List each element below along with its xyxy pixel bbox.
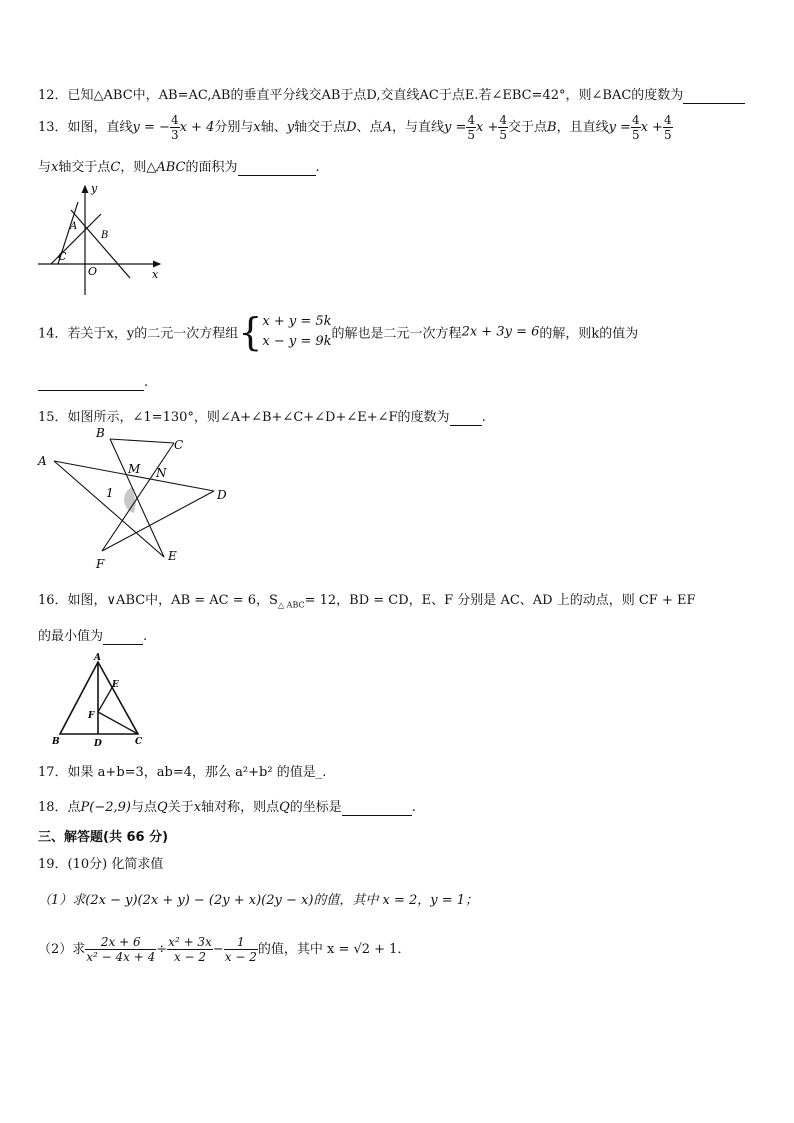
q18-var: x: [193, 800, 202, 815]
line-ad: [71, 210, 130, 278]
label-a: A: [94, 653, 101, 663]
answer-blank: [683, 88, 745, 104]
question-19-title: 19．(10分) 化简求值: [38, 857, 164, 872]
label-b: B: [52, 737, 60, 747]
q16-end: .: [143, 629, 148, 644]
fraction: $\frac{4}{5}$: [467, 113, 475, 142]
q16-line2: 的最小值为: [38, 629, 104, 644]
brace: {: [238, 310, 263, 354]
q13-triangle: △ABC: [146, 160, 186, 175]
q13-text: 轴交于点: [58, 160, 111, 175]
q13-text: 轴交于点: [294, 120, 347, 135]
q16-text2: = 12，BD = CD，E、F 分别是 AC、AD 上的动点，则 CF + EF: [304, 593, 696, 608]
q18-point: P(−2,9): [80, 800, 132, 815]
question-19-part2: [38, 930, 410, 970]
label-e: E: [112, 680, 119, 690]
segment-fe: [98, 686, 113, 712]
question-14-blank: [38, 375, 148, 391]
question-15: [38, 406, 486, 426]
answer-blank: [342, 800, 412, 816]
triangle-abc: [60, 662, 138, 734]
answer-blank: [103, 629, 143, 645]
label-b: B: [101, 230, 109, 241]
q13-eq1: y = −: [132, 120, 170, 135]
label-c: C: [58, 250, 67, 263]
segment-bc: [110, 439, 174, 443]
fraction: $\frac{4}{5}$: [499, 113, 507, 142]
q13-eq2: x +: [475, 120, 499, 135]
q19-p2-suffix: 的值，其中 x = √2 + 1．: [257, 942, 411, 957]
answer-blank: [450, 410, 482, 426]
question-16-line2: [38, 625, 147, 645]
q13-eq3: x +: [640, 120, 663, 135]
answer-blank: [238, 160, 316, 176]
segment-ae: [54, 461, 164, 557]
fraction: $\frac{1}{x - 2}$: [224, 935, 257, 964]
question-12: [38, 84, 745, 104]
label-angle-1: 1: [106, 486, 114, 500]
label-d: D: [94, 739, 102, 749]
q14-mid: 的解也是二元一次方程: [331, 326, 462, 342]
label-d: D: [217, 488, 227, 502]
fraction: $\frac{4}{5}$: [663, 113, 672, 142]
q18-var: Q: [157, 800, 168, 815]
q13-text: ，与直线: [391, 120, 444, 135]
minus-sign: −: [212, 942, 224, 957]
q18-var: Q: [279, 800, 290, 815]
q18-text: 与点: [131, 800, 158, 815]
fraction: $\frac{2x + 6}{\text{x² − 4x + 4}}$: [86, 935, 156, 964]
q13-var: D: [346, 120, 357, 135]
q19-p2-prefix: （2）求: [38, 942, 86, 957]
q14-suffix: 的解，则k的值为: [539, 326, 639, 342]
label-e: E: [168, 549, 177, 563]
question-13-line2: [38, 156, 320, 176]
label-y: y: [91, 182, 98, 195]
question-12-text: 12．已知△ABC中，AB=AC,AB的垂直平分线交AB于点D,交直线AC于点E.若∠EBC=42°，则∠BAC的度数为: [38, 88, 684, 103]
q13-text: 的面积为: [185, 160, 238, 175]
q16-subscript: △ ABC: [277, 600, 305, 610]
system-eq1: x + y = 5k: [262, 314, 332, 329]
q16-figure: [48, 650, 158, 750]
equation-system: [262, 312, 331, 352]
label-a: A: [70, 221, 78, 232]
label-n: N: [156, 466, 167, 480]
q13-text: 交于点: [507, 120, 547, 135]
q14-eq3: 2x + 3y = 6: [461, 324, 540, 340]
question-13: [38, 110, 673, 146]
q13-text: 轴、: [260, 120, 287, 135]
q13-var: x: [51, 160, 59, 175]
section-title: 三、解答题(共 66 分): [38, 830, 169, 845]
q13-eq2: y =: [443, 120, 467, 135]
q13-prefix: 13．如图，直线: [38, 120, 133, 135]
q15-end: .: [481, 410, 486, 425]
q13-text: 与: [38, 160, 52, 175]
label-a: A: [38, 454, 47, 468]
question-19-part1: （1）求(2x − y)(2x + y) − (2y + x)(2y − x)的值，其中 x = 2，y = 1；: [38, 893, 479, 908]
label-m: M: [128, 462, 141, 476]
q18-text: 的坐标是: [289, 800, 342, 815]
label-f: F: [88, 711, 95, 721]
q15-text: 15．如图所示，∠1=130°，则∠A+∠B+∠C+∠D+∠E+∠F的度数为: [38, 410, 450, 425]
fraction: $\frac{4}{5}$: [631, 113, 640, 142]
q13-text: 、点: [356, 120, 383, 135]
label-o: O: [88, 265, 98, 278]
q13-var: A: [382, 120, 392, 135]
question-16: [38, 589, 695, 610]
q13-figure: [38, 180, 168, 300]
fraction: $\frac{\text{x² + 3x}}{x - 2}$: [168, 935, 212, 964]
answer-blank: [38, 375, 144, 391]
q13-eq3: y =: [608, 120, 631, 135]
q18-end: .: [411, 800, 416, 815]
q14-end: .: [144, 375, 149, 390]
label-b: B: [96, 426, 105, 440]
divide-sign: ÷: [156, 942, 168, 957]
q18-text: 关于: [167, 800, 194, 815]
label-x: x: [152, 268, 159, 281]
q13-var: B: [547, 120, 557, 135]
segment-fd: [102, 491, 214, 551]
q16-text1: 16．如图，∨ABC中，AB = AC = 6，S: [38, 593, 278, 608]
question-17: [38, 761, 326, 780]
label-f: F: [96, 557, 105, 571]
q13-text: 分别与: [214, 120, 254, 135]
q13-var: C: [110, 160, 121, 175]
q13-end: .: [315, 160, 320, 175]
q14-prefix: 14．若关于x，y的二元一次方程组: [38, 326, 239, 342]
label-c: C: [135, 737, 143, 747]
q13-var: x: [253, 120, 261, 135]
q18-text: 轴对称，则点: [201, 800, 280, 815]
q13-text: ，则: [120, 160, 147, 175]
q17-text: 17．如果 a+b=3，ab=4，那么 a²+b² 的值是_.: [38, 765, 327, 780]
q18-text: 18．点: [38, 800, 81, 815]
system-eq2: x − y = 9k: [262, 334, 332, 349]
question-18: [38, 796, 416, 816]
q13-var: y: [286, 120, 295, 135]
label-c: C: [174, 438, 184, 452]
fraction: $\frac{4}{3}$: [170, 113, 179, 142]
q15-figure: [34, 425, 234, 575]
q13-eq1-rest: x + 4: [179, 120, 215, 135]
q13-text: ，且直线: [556, 120, 609, 135]
question-14: [38, 312, 638, 352]
